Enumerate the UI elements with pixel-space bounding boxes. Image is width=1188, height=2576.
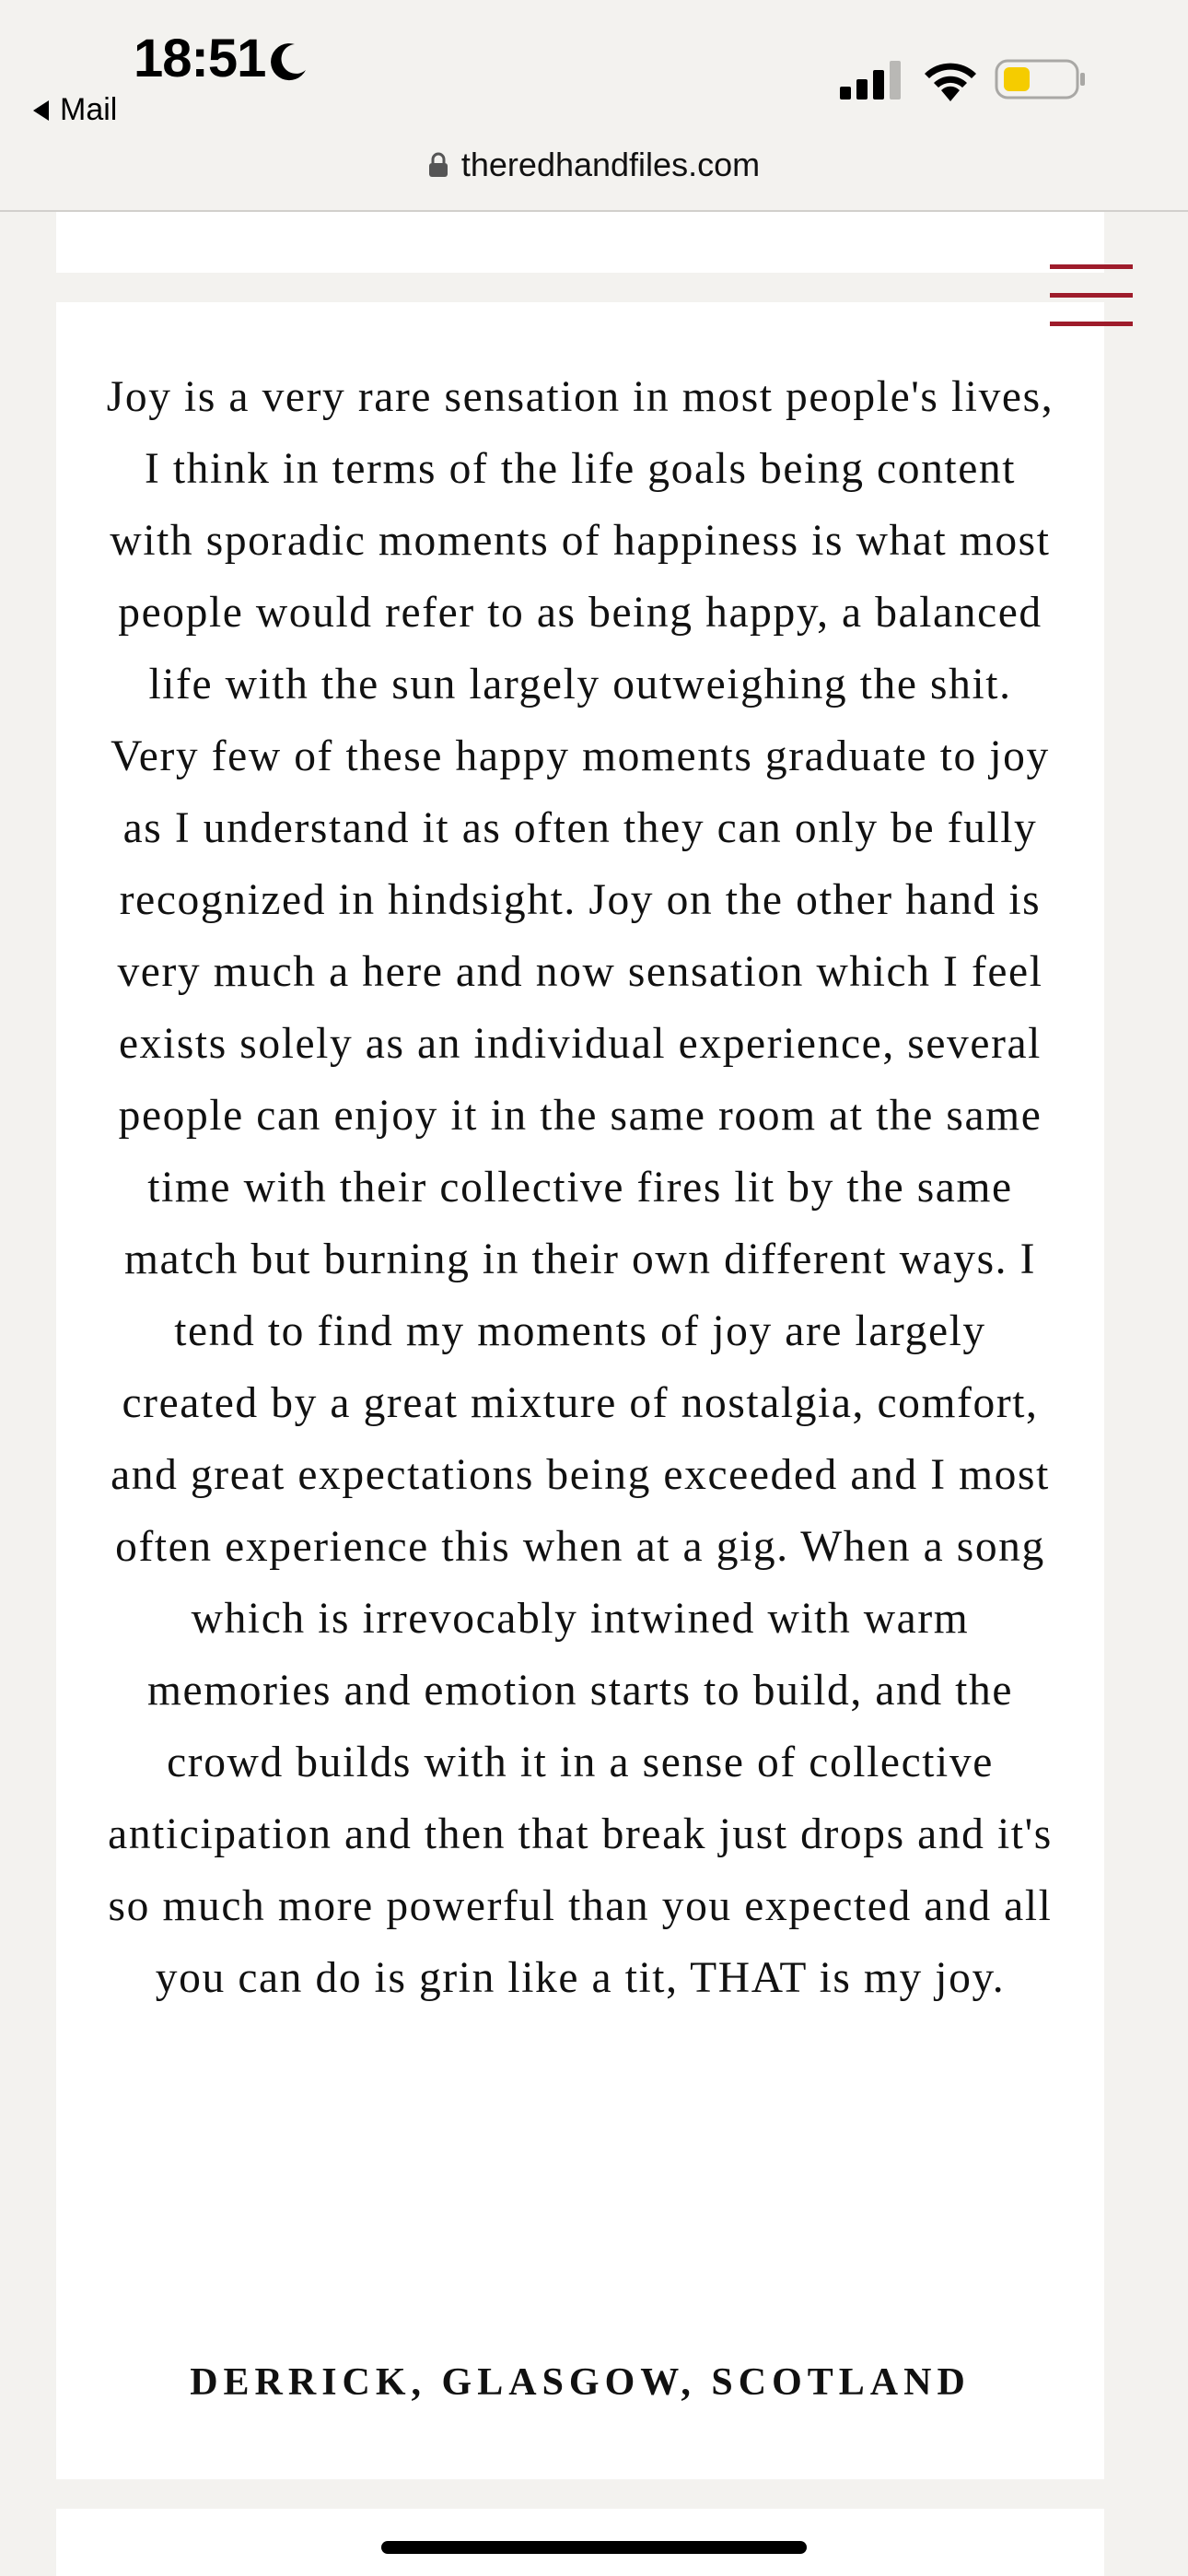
previous-card — [56, 212, 1104, 273]
status-bar — [0, 0, 1188, 212]
answer-signature: DERRICK, GLASGOW, SCOTLAND — [190, 2361, 971, 2404]
back-to-mail-link[interactable] — [33, 92, 117, 128]
signal-icon — [840, 61, 904, 100]
url-text: theredhandfiles.com — [460, 146, 761, 183]
back-label: Mail — [60, 92, 118, 127]
moon-icon — [267, 41, 309, 83]
menu-bar — [1050, 322, 1133, 326]
lock-icon — [428, 152, 448, 178]
answer-body-text: Joy is a very rare sensation in most people's lives, I think in terms of the life goals being content with sporadic moments of happiness is what most people would refer to as being happy, a balanced life with the sun largely outweighing the shit. Very few of these happy moments graduate to joy as I understand it as often they can only be fully recognized in hindsight. Joy on the other hand is very much a here and now sensation which I feel exists solely as an individual experience, several people can enjoy it in the same room at the same time with their collective fires lit by the same match but burning in their own different ways. I tend to find my moments of joy are largely created by a great mixture of nostalgia, comfort, and great expectations being exceeded and I most often experience this when at a gig. When a song which is irrevocably intwined with warm memories and emotion starts to build, and the crowd builds with it in a sense of collective anticipation and then that break just drops and it's so much more powerful than you expected and all you can do is grin like a tit, THAT is my joy. — [106, 373, 1054, 2002]
wifi-icon — [921, 57, 980, 101]
battery-icon — [995, 57, 1087, 101]
status-time: 18:51 — [134, 29, 266, 88]
menu-bar — [1050, 264, 1133, 269]
home-indicator[interactable] — [381, 2541, 807, 2554]
back-arrow-icon — [33, 100, 49, 121]
url-bar[interactable] — [0, 146, 1188, 184]
hamburger-menu-icon[interactable] — [1050, 264, 1133, 327]
menu-bar — [1050, 293, 1133, 298]
